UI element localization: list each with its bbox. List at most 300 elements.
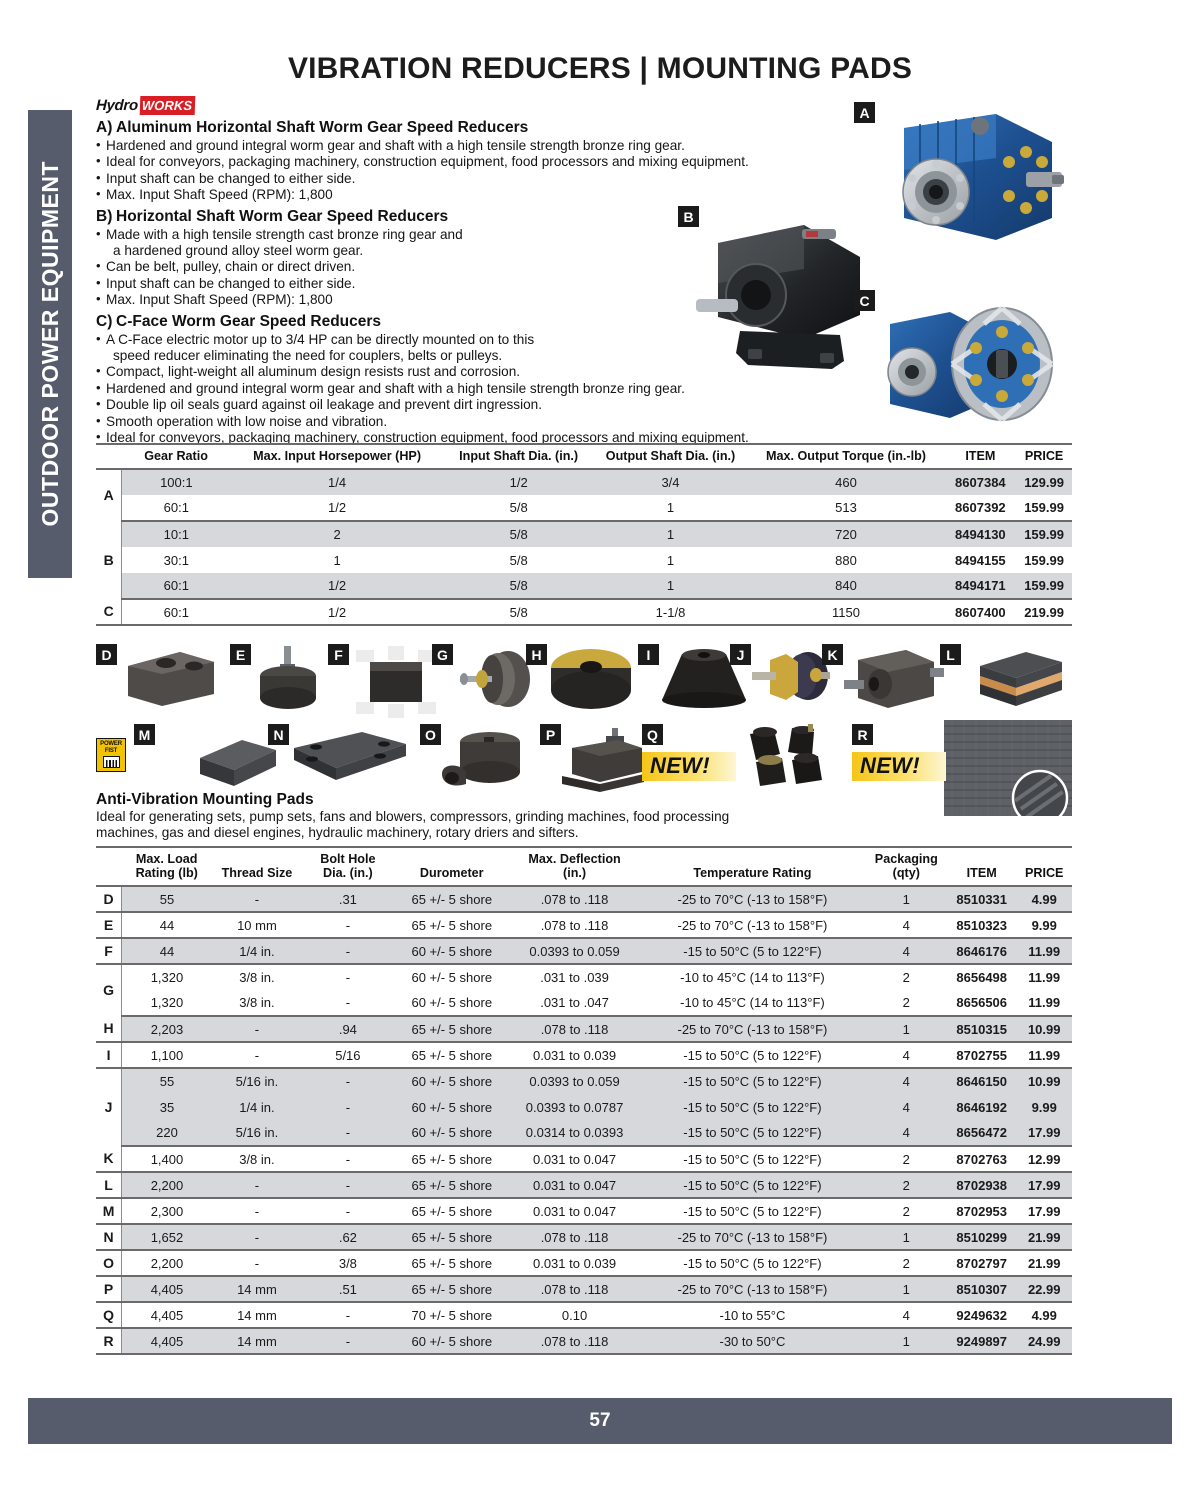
list-item: • Input shaft can be changed to either side. [96, 171, 1072, 187]
cell-input-dia: 5/8 [444, 495, 594, 521]
cell-item: 8702797 [947, 1250, 1016, 1276]
cell-load: 35 [122, 1094, 212, 1120]
row-group-letter: R [96, 1328, 122, 1354]
column-header-group [96, 848, 122, 886]
header-line1: Bolt Hole [320, 852, 376, 866]
cell-deflection: 0.031 to 0.047 [510, 1198, 639, 1224]
cell-item: 8510331 [947, 886, 1016, 912]
cell-input-dia: 5/8 [444, 521, 594, 547]
cell-torque: 460 [747, 469, 944, 495]
cell-item: 8510315 [947, 1016, 1016, 1042]
table-row [96, 1328, 1072, 1354]
photo-badge-g: G [432, 644, 453, 665]
cell-temp: -15 to 50°C (5 to 122°F) [639, 1146, 865, 1172]
section-a-title: Aluminum Horizontal Shaft Worm Gear Speed Reducers [116, 119, 529, 136]
cell-thread: 1/4 in. [212, 1094, 302, 1120]
photo-badge-d: D [96, 644, 117, 665]
photo-badge-f: F [328, 644, 349, 665]
row-group-letter: E [96, 912, 122, 938]
section-b-title: Horizontal Shaft Worm Gear Speed Reducers [116, 207, 449, 225]
table-header-row [96, 848, 1072, 886]
cell-item: 9249897 [947, 1328, 1016, 1354]
cell-thread: 14 mm [212, 1276, 302, 1302]
cell-thread: - [212, 1016, 302, 1042]
cell-price: 17.99 [1016, 1120, 1072, 1146]
cell-item: 8510299 [947, 1224, 1016, 1250]
product-photo-f [350, 646, 442, 723]
cell-output-dia: 1 [666, 552, 675, 568]
cell-item: 8646192 [947, 1094, 1016, 1120]
cell-load: 1,100 [122, 1042, 212, 1068]
product-photo-b [682, 203, 882, 383]
cell-qty: 4 [866, 912, 947, 938]
cell-load: 44 [122, 912, 212, 938]
cell-price: 159.99 [1016, 495, 1072, 521]
cell-durometer: 65 +/- 5 shore [394, 1042, 510, 1068]
list-item: • Made with a high tensile strength cast bronze ring gear and [96, 227, 1072, 243]
cell-durometer: 65 +/- 5 shore [394, 1250, 510, 1276]
cell-qty: 1 [866, 1328, 947, 1354]
pads-table-body [96, 886, 1072, 1354]
table-row [96, 599, 1072, 625]
cell-load: 55 [122, 886, 212, 912]
cell-torque: 720 [747, 521, 944, 547]
cell-bolt: - [302, 1068, 394, 1094]
cell-output-dia: 3/4 [594, 469, 748, 495]
header-line2: Rating (lb) [135, 866, 198, 880]
table-row [96, 521, 1072, 547]
cell-load: 44 [122, 938, 212, 964]
cell-item: 8607392 [945, 495, 1017, 521]
cell-thread: 3/8 in. [212, 990, 302, 1016]
cell-temp: -10 to 45°C (14 to 113°F) [680, 970, 825, 985]
cell-load: 1,320 [122, 990, 212, 1016]
column-header-max-output-torque: Max. Output Torque (in.-lb) [766, 449, 926, 463]
section-b-letter: B) [96, 207, 113, 225]
cell-deflection: 0.031 to 0.047 [510, 1172, 639, 1198]
cell-input-dia: 5/8 [509, 552, 528, 568]
row-group-letter: P [96, 1276, 122, 1302]
column-header-gear-ratio: Gear Ratio [144, 449, 208, 463]
page-title: VIBRATION REDUCERS | MOUNTING PADS [287, 52, 913, 85]
cell-output-dia: 1 [594, 521, 748, 547]
cell-durometer: 65 +/- 5 shore [394, 1198, 510, 1224]
column-header-price: PRICE [1024, 449, 1064, 463]
sidebar-category-label: OUTDOOR POWER EQUIPMENT [36, 161, 63, 527]
photo-badge-j: J [730, 644, 751, 665]
cell-temp: -25 to 70°C (-13 to 158°F) [639, 886, 865, 912]
cell-input-dia: 5/8 [444, 573, 594, 599]
cell-item: 8702755 [947, 1042, 1016, 1068]
cell-qty: 2 [866, 1250, 947, 1276]
cell-thread: - [212, 1250, 302, 1276]
section-c-letter: C) [96, 312, 113, 330]
cell-temp: -25 to 70°C (-13 to 158°F) [639, 1224, 865, 1250]
pads-table-wrap [96, 846, 1072, 1355]
cell-price: 4.99 [1016, 886, 1072, 912]
table-row [96, 1042, 1072, 1068]
section-a-letter: A) [96, 119, 113, 136]
cell-thread: - [212, 886, 302, 912]
cell-deflection: .078 to .118 [510, 886, 639, 912]
cell-item: 8607384 [945, 469, 1017, 495]
photo-badge-r: R [852, 724, 873, 745]
cell-hp: 1/2 [230, 599, 443, 625]
cell-durometer: 65 +/- 5 shore [394, 1172, 510, 1198]
cell-thread: 1/4 in. [212, 938, 302, 964]
cell-bolt: - [302, 1172, 394, 1198]
column-header-item: ITEM [965, 449, 996, 463]
cell-hp: 1/2 [230, 495, 443, 521]
column-header-max-load-rating [122, 848, 212, 886]
column-header-item: ITEM [966, 866, 997, 880]
cell-price: 4.99 [1016, 1302, 1072, 1328]
photo-badge-m: M [134, 724, 155, 745]
cell-load: 2,200 [122, 1172, 212, 1198]
hydroworks-logo-works: WORKS [140, 96, 196, 115]
new-badge-r: NEW! [852, 752, 946, 781]
cell-deflection: .078 to .118 [510, 912, 639, 938]
cell-item: 8510307 [947, 1276, 1016, 1302]
cell-price: 21.99 [1016, 1224, 1072, 1250]
cell-qty: 2 [866, 990, 947, 1016]
product-photo-e [252, 646, 324, 719]
sidebar-category-tab [28, 110, 72, 578]
cell-qty: 2 [902, 970, 910, 985]
cell-item: 8656498 [956, 970, 1008, 985]
cell-deflection: .078 to .118 [510, 1016, 639, 1042]
cell-qty: 4 [866, 1120, 947, 1146]
cell-thread: 3/8 in. [239, 970, 275, 985]
cell-bolt: .94 [302, 1016, 394, 1042]
cell-deflection: 0.031 to 0.047 [510, 1146, 639, 1172]
cell-price: 159.99 [1016, 573, 1072, 599]
section-c-title: C-Face Worm Gear Speed Reducers [116, 312, 382, 330]
cell-load: 2,300 [122, 1198, 212, 1224]
row-group-letter: F [96, 938, 122, 964]
row-group-letter: G [96, 964, 122, 1016]
header-line2: (qty) [892, 866, 920, 880]
table-row [96, 469, 1072, 495]
column-header-input-shaft-dia: Input Shaft Dia. (in.) [459, 449, 579, 463]
cell-temp: -25 to 70°C (-13 to 158°F) [639, 912, 865, 938]
cell-temp: -25 to 70°C (-13 to 158°F) [639, 1276, 865, 1302]
cell-load: 4,405 [122, 1302, 212, 1328]
reducer-table [96, 445, 1072, 626]
cell-price: 22.99 [1016, 1276, 1072, 1302]
cell-price: 11.99 [1016, 938, 1072, 964]
table-row [96, 1146, 1072, 1172]
cell-qty: 1 [866, 886, 947, 912]
product-photo-k [844, 646, 944, 717]
cell-torque: 513 [747, 495, 944, 521]
cell-item: 8646176 [947, 938, 1016, 964]
product-photo-j [752, 648, 832, 715]
photo-badge-p: P [540, 724, 561, 745]
power-fist-logo-mark [103, 756, 120, 768]
photo-badge-l: L [940, 644, 961, 665]
cell-bolt: - [302, 1146, 394, 1172]
cell-bolt: - [302, 1094, 394, 1120]
power-fist-logo-line1: POWER [100, 741, 122, 747]
cell-qty: 4 [866, 1042, 947, 1068]
product-photo-g [454, 648, 536, 715]
list-item: • Max. Input Shaft Speed (RPM): 1,800 [96, 292, 1072, 308]
table-row [96, 1016, 1072, 1042]
cell-gear-ratio: 60:1 [122, 495, 231, 521]
product-photo-h [548, 646, 634, 719]
cell-bolt: - [302, 1198, 394, 1224]
cell-temp: -25 to 70°C (-13 to 158°F) [639, 1016, 865, 1042]
cell-gear-ratio: 10:1 [122, 521, 231, 547]
cell-thread: 5/16 in. [212, 1068, 302, 1094]
cell-price: 24.99 [1016, 1328, 1072, 1354]
list-item: • Input shaft can be changed to either side. [96, 276, 1072, 292]
reducer-table-body [96, 469, 1072, 625]
cell-item: 8702953 [947, 1198, 1016, 1224]
cell-price: 10.99 [1016, 1016, 1072, 1042]
row-group-letter: H [96, 1016, 122, 1042]
cell-temp: -30 to 50°C [639, 1328, 865, 1354]
new-badge-q: NEW! [642, 752, 736, 781]
table-row [96, 573, 1072, 599]
pads-section-title: Anti-Vibration Mounting Pads [96, 791, 314, 808]
cell-hp: 1/4 [230, 469, 443, 495]
cell-bolt: 5/16 [302, 1042, 394, 1068]
header-line2: (in.) [563, 866, 587, 880]
cell-input-dia: 5/8 [444, 599, 594, 625]
cell-load: 55 [122, 1068, 212, 1094]
header-line1: Max. Load [135, 852, 198, 866]
cell-output-dia: 1-1/8 [594, 599, 748, 625]
product-photo-m [190, 736, 278, 799]
table-row [96, 547, 1072, 573]
cell-deflection: 0.031 to 0.039 [510, 1042, 639, 1068]
cell-thread: 3/8 in. [212, 1146, 302, 1172]
cell-deflection: 0.031 to 0.039 [510, 1250, 639, 1276]
cell-temp: -15 to 50°C (5 to 122°F) [639, 938, 865, 964]
row-group-letter: C [96, 599, 122, 625]
cell-price: 159.99 [1024, 552, 1064, 568]
cell-durometer: 65 +/- 5 shore [394, 1224, 510, 1250]
cell-gear-ratio: 100:1 [122, 469, 231, 495]
table-row [96, 1302, 1072, 1328]
cell-qty: 2 [866, 1146, 947, 1172]
cell-temp: -15 to 50°C (5 to 122°F) [639, 1042, 865, 1068]
cell-qty: 1 [866, 1276, 947, 1302]
reducer-table-wrap [96, 443, 1072, 626]
cell-gear-ratio: 60:1 [122, 599, 231, 625]
cell-load: 2,203 [122, 1016, 212, 1042]
cell-qty: 1 [866, 1224, 947, 1250]
cell-price: 129.99 [1016, 469, 1072, 495]
cell-price: 9.99 [1016, 912, 1072, 938]
table-row [96, 1250, 1072, 1276]
cell-price: 17.99 [1016, 1198, 1072, 1224]
cell-hp: 1/2 [230, 573, 443, 599]
cell-load: 1,320 [150, 970, 184, 985]
cell-hp: 2 [230, 521, 443, 547]
product-photo-c [872, 290, 1068, 440]
cell-bolt: - [345, 970, 351, 985]
page-number: 57 [589, 1410, 611, 1431]
cell-item: 8607400 [945, 599, 1017, 625]
cell-thread: 10 mm [212, 912, 302, 938]
list-item: • Hardened and ground integral worm gear and shaft with a high tensile strength bronze ring gear. [96, 138, 1072, 154]
row-group-letter: D [96, 886, 122, 912]
cell-qty: 2 [866, 1172, 947, 1198]
product-photo-d [122, 648, 218, 715]
product-photo-p [560, 728, 648, 799]
hydroworks-logo [96, 96, 196, 115]
cell-durometer: 65 +/- 5 shore [394, 912, 510, 938]
cell-thread: - [212, 1042, 302, 1068]
cell-deflection: .078 to .118 [510, 1328, 639, 1354]
cell-durometer: 65 +/- 5 shore [394, 1276, 510, 1302]
list-item: • A C-Face electric motor up to 3/4 HP can be directly mounted on to this [96, 332, 1072, 348]
row-group-letter: Q [96, 1302, 122, 1328]
list-item: • Double lip oil seals guard against oil leakage and prevent dirt ingression. [96, 397, 1072, 413]
cell-load: 2,200 [122, 1250, 212, 1276]
cell-input-dia: 1/2 [444, 469, 594, 495]
list-item: speed reducer eliminating the need for couplers, belts or pulleys. [113, 348, 503, 364]
column-header-durometer: Durometer [419, 866, 484, 880]
row-group-letter: N [96, 1224, 122, 1250]
table-row [96, 912, 1072, 938]
row-group-letter: M [96, 1198, 122, 1224]
cell-thread: 14 mm [212, 1328, 302, 1354]
table-row [96, 1068, 1072, 1094]
cell-thread: 14 mm [212, 1302, 302, 1328]
cell-qty: 4 [866, 1302, 947, 1328]
cell-thread: 5/16 in. [212, 1120, 302, 1146]
cell-item: 8656472 [947, 1120, 1016, 1146]
cell-qty: 2 [866, 1198, 947, 1224]
table-row [96, 1198, 1072, 1224]
table-row [96, 495, 1072, 521]
cell-output-dia: 1 [594, 573, 748, 599]
cell-bolt: - [302, 990, 394, 1016]
cell-durometer: 60 +/- 5 shore [394, 1328, 510, 1354]
product-photo-l [968, 650, 1064, 717]
cell-price: 10.99 [1016, 1068, 1072, 1094]
cell-temp: -15 to 50°C (5 to 122°F) [639, 1250, 865, 1276]
photo-badge-h: H [526, 644, 547, 665]
cell-item: 8494155 [955, 552, 1006, 568]
cell-price: 9.99 [1016, 1094, 1072, 1120]
column-header-bolt-hole-dia [302, 848, 394, 886]
cell-price: 11.99 [1016, 990, 1072, 1016]
photo-badge-c: C [854, 290, 875, 311]
cell-durometer: 65 +/- 5 shore [394, 1146, 510, 1172]
cell-durometer: 60 +/- 5 shore [394, 1068, 510, 1094]
cell-durometer: 65 +/- 5 shore [394, 886, 510, 912]
cell-item: 8646150 [947, 1068, 1016, 1094]
cell-item: 8494130 [945, 521, 1017, 547]
header-line1: Max. Deflection [528, 852, 621, 866]
cell-qty: 1 [866, 1016, 947, 1042]
cell-deflection: 0.0393 to 0.0787 [510, 1094, 639, 1120]
list-item: • Ideal for conveyors, packaging machinery, construction equipment, food processors and mixing equipment. [96, 154, 1072, 170]
cell-durometer: 60 +/- 5 shore [394, 990, 510, 1016]
row-group-letter: A [96, 469, 122, 521]
cell-load: 220 [122, 1120, 212, 1146]
table-row [96, 1276, 1072, 1302]
cell-deflection: 0.0393 to 0.059 [510, 1068, 639, 1094]
cell-item: 8702763 [947, 1146, 1016, 1172]
cell-temp: -10 to 55°C [639, 1302, 865, 1328]
cell-deflection: .078 to .118 [510, 1276, 639, 1302]
cell-output-dia: 1 [594, 495, 748, 521]
cell-load: 4,405 [122, 1328, 212, 1354]
cell-bolt: - [302, 1302, 394, 1328]
photo-badge-i: I [638, 644, 659, 665]
row-group-letter: O [96, 1250, 122, 1276]
product-photo-q [740, 724, 840, 795]
cell-price: 11.99 [1016, 1042, 1072, 1068]
cell-temp: -15 to 50°C (5 to 122°F) [639, 1068, 865, 1094]
cell-deflection: .031 to .047 [510, 990, 639, 1016]
cell-torque: 880 [835, 552, 857, 568]
product-photo-a [876, 100, 1066, 255]
column-header-max-deflection [510, 848, 639, 886]
pad-photo-strip-row2 [96, 724, 1072, 800]
photo-badge-n: N [268, 724, 289, 745]
table-header-row [96, 445, 1072, 469]
cell-bolt: .62 [302, 1224, 394, 1250]
table-row [96, 990, 1072, 1016]
list-item: • Smooth operation with low noise and vibration. [96, 414, 1072, 430]
cell-bolt: - [302, 912, 394, 938]
cell-item: 8494171 [945, 573, 1017, 599]
list-item: • Can be belt, pulley, chain or direct driven. [96, 259, 1072, 275]
cell-temp: -15 to 50°C (5 to 122°F) [639, 1094, 865, 1120]
cell-thread: - [212, 1224, 302, 1250]
cell-thread: - [212, 1198, 302, 1224]
page-footer [28, 1398, 1172, 1444]
cell-qty: 4 [866, 1094, 947, 1120]
photo-badge-q: Q [642, 724, 663, 745]
column-header-max-input-hp: Max. Input Horsepower (HP) [253, 449, 422, 463]
cell-load: 1,400 [122, 1146, 212, 1172]
column-header-price: PRICE [1024, 866, 1064, 880]
cell-durometer: 60 +/- 5 shore [411, 970, 493, 985]
cell-durometer: 70 +/- 5 shore [394, 1302, 510, 1328]
product-photo-r [944, 720, 1072, 821]
pads-section-subtitle-line2: machines, gas and diesel engines, hydraulic machinery, rotary driers and sifters. [96, 825, 579, 841]
cell-durometer: 60 +/- 5 shore [394, 938, 510, 964]
row-group-letter: B [96, 521, 122, 599]
pads-table [96, 848, 1072, 1355]
pads-section-subtitle-line1: Ideal for generating sets, pump sets, fans and blowers, compressors, grinding machines, food processing [96, 809, 730, 824]
header-line1: Packaging [874, 852, 938, 866]
table-row [96, 886, 1072, 912]
table-row [96, 1094, 1072, 1120]
cell-durometer: 60 +/- 5 shore [394, 1094, 510, 1120]
cell-deflection: .078 to .118 [510, 1224, 639, 1250]
cell-torque: 1150 [747, 599, 944, 625]
power-fist-logo-line2: FIST [104, 747, 118, 754]
column-header-temperature-rating: Temperature Rating [693, 866, 812, 880]
cell-bolt: - [302, 938, 394, 964]
table-row [96, 964, 1072, 990]
cell-price: 159.99 [1016, 521, 1072, 547]
list-item: • Hardened and ground integral worm gear and shaft with a high tensile strength bronze ring gear. [96, 381, 1072, 397]
row-group-letter: I [96, 1042, 122, 1068]
cell-bolt: 3/8 [302, 1250, 394, 1276]
cell-bolt: .31 [302, 886, 394, 912]
list-item: a hardened ground alloy steel worm gear. [113, 243, 364, 259]
